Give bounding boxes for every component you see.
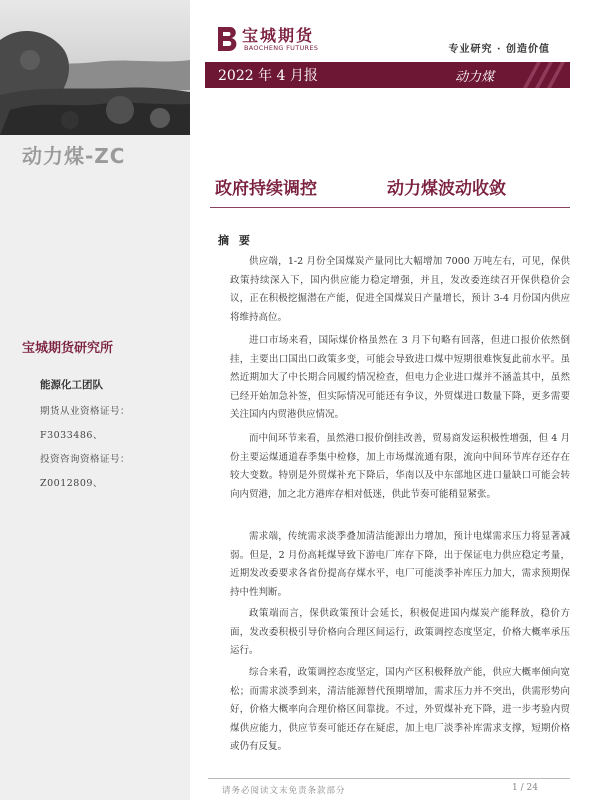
abstract-paragraph: 综合来看，政策调控态度坚定，国内产区积极释放产能，供应大概率倾向宽松；而需求淡季到来，清洁能源替代预期增加，需求压力并不突出，供需形势向好，价格大概率向合理价格区间靠拢。不过，外贸煤补充下降，进一步考验内贸煤供应能力，供应节奏可能还存在疑虑，加上电厂淡季补库需求支撑，短期价格或仍有反复。 <box>230 667 570 752</box>
research-institute: 宝城期货研究所 <box>22 341 114 356</box>
category-title: 动力煤-ZC <box>22 144 126 168</box>
advisory-license-label: 投资咨询资格证号： <box>40 454 131 465</box>
headline-right: 动力煤波动收敛 <box>387 179 506 199</box>
sidebar <box>0 0 190 800</box>
abstract-paragraph: 需求端，传统需求淡季叠加清洁能源出力增加，预计电煤需求压力将显著减弱。但是，2 月份高耗煤导致下游电厂库存下降，出于保证电力供应稳定考量，近期发改委要求各省份提高存煤水平，电厂可能淡季补库压力加大，需求预期保持中性判断。 <box>230 531 570 598</box>
futures-license-label: 期货从业资格证号： <box>40 406 131 417</box>
abstract-paragraph: 政策端而言，保供政策预计会延长，积极促进国内煤炭产能释放，稳价方面，发改委积极引导价格向合理区间运行，政策调控态度坚定，价格大概率承压运行。 <box>230 608 570 656</box>
headline-left: 政府持续调控 <box>215 179 317 199</box>
footer-disclaimer: 请务必阅读文末免责条款部分 <box>222 786 346 796</box>
logo-chinese-name: 宝城期货 <box>242 26 315 45</box>
slogan: 专业研究 · 创造价值 <box>448 44 550 55</box>
abstract-paragraph: 供应端，1-2 月份全国煤炭产量同比大幅增加 7000 万吨左右，可见，保供政策持续深入下，国内供应能力稳定增强，并且，发改委连续召开保供稳价会议，正在积极挖掘潜在产能，促进全国煤炭日产量增长，预计 3-4 月份国内供应将维持高位。 <box>230 256 570 323</box>
abstract-paragraph: 进口市场来看，国际煤价格虽然在 3 月下旬略有回落，但进口报价依然倒挂，主要出口国出口政策多变，可能会导致进口煤中短期很难恢复此前水平。虽然近期加大了中长期合同履约情况检查，但电力企业进口煤并不涵盖其中，虽然已经开始加急补签，但实际情况可能还有争议，外贸煤进口数量下降，更多需要关注国内内贸港供应情况。 <box>230 335 570 420</box>
page-number: 1 / 24 <box>512 783 538 793</box>
team-name: 能源化工团队 <box>40 379 103 391</box>
coal-landscape-image <box>0 0 190 135</box>
advisory-license-number: Z0012809、 <box>40 478 103 489</box>
decorative-stripes-icon <box>515 62 570 88</box>
futures-license-number: F3033486、 <box>40 430 103 441</box>
footer-divider <box>208 778 570 779</box>
logo-english-name: BAOCHENG FUTURES <box>244 44 319 52</box>
abstract-paragraph: 而中间环节来看，虽然港口报价倒挂改善，贸易商发运积极性增强，但 4 月份主要运煤通道春季集中检修，加上市场煤流通有限，流向中间环节库存还存在较大变数。特别是外贸煤补充下降后，华南以及中东部地区进口量缺口可能会转向内贸港，加之北方港库存相对低迷，供此节奏可能稍显紧张。 <box>230 433 570 500</box>
abstract-heading: 摘 要 <box>218 234 253 247</box>
title-divider <box>210 207 570 208</box>
cover-photo <box>0 0 190 135</box>
logo-icon <box>212 24 242 54</box>
company-logo <box>212 22 322 56</box>
report-date: 2022 年 4 月报 <box>218 68 318 84</box>
report-type: 动力煤 <box>455 70 495 85</box>
